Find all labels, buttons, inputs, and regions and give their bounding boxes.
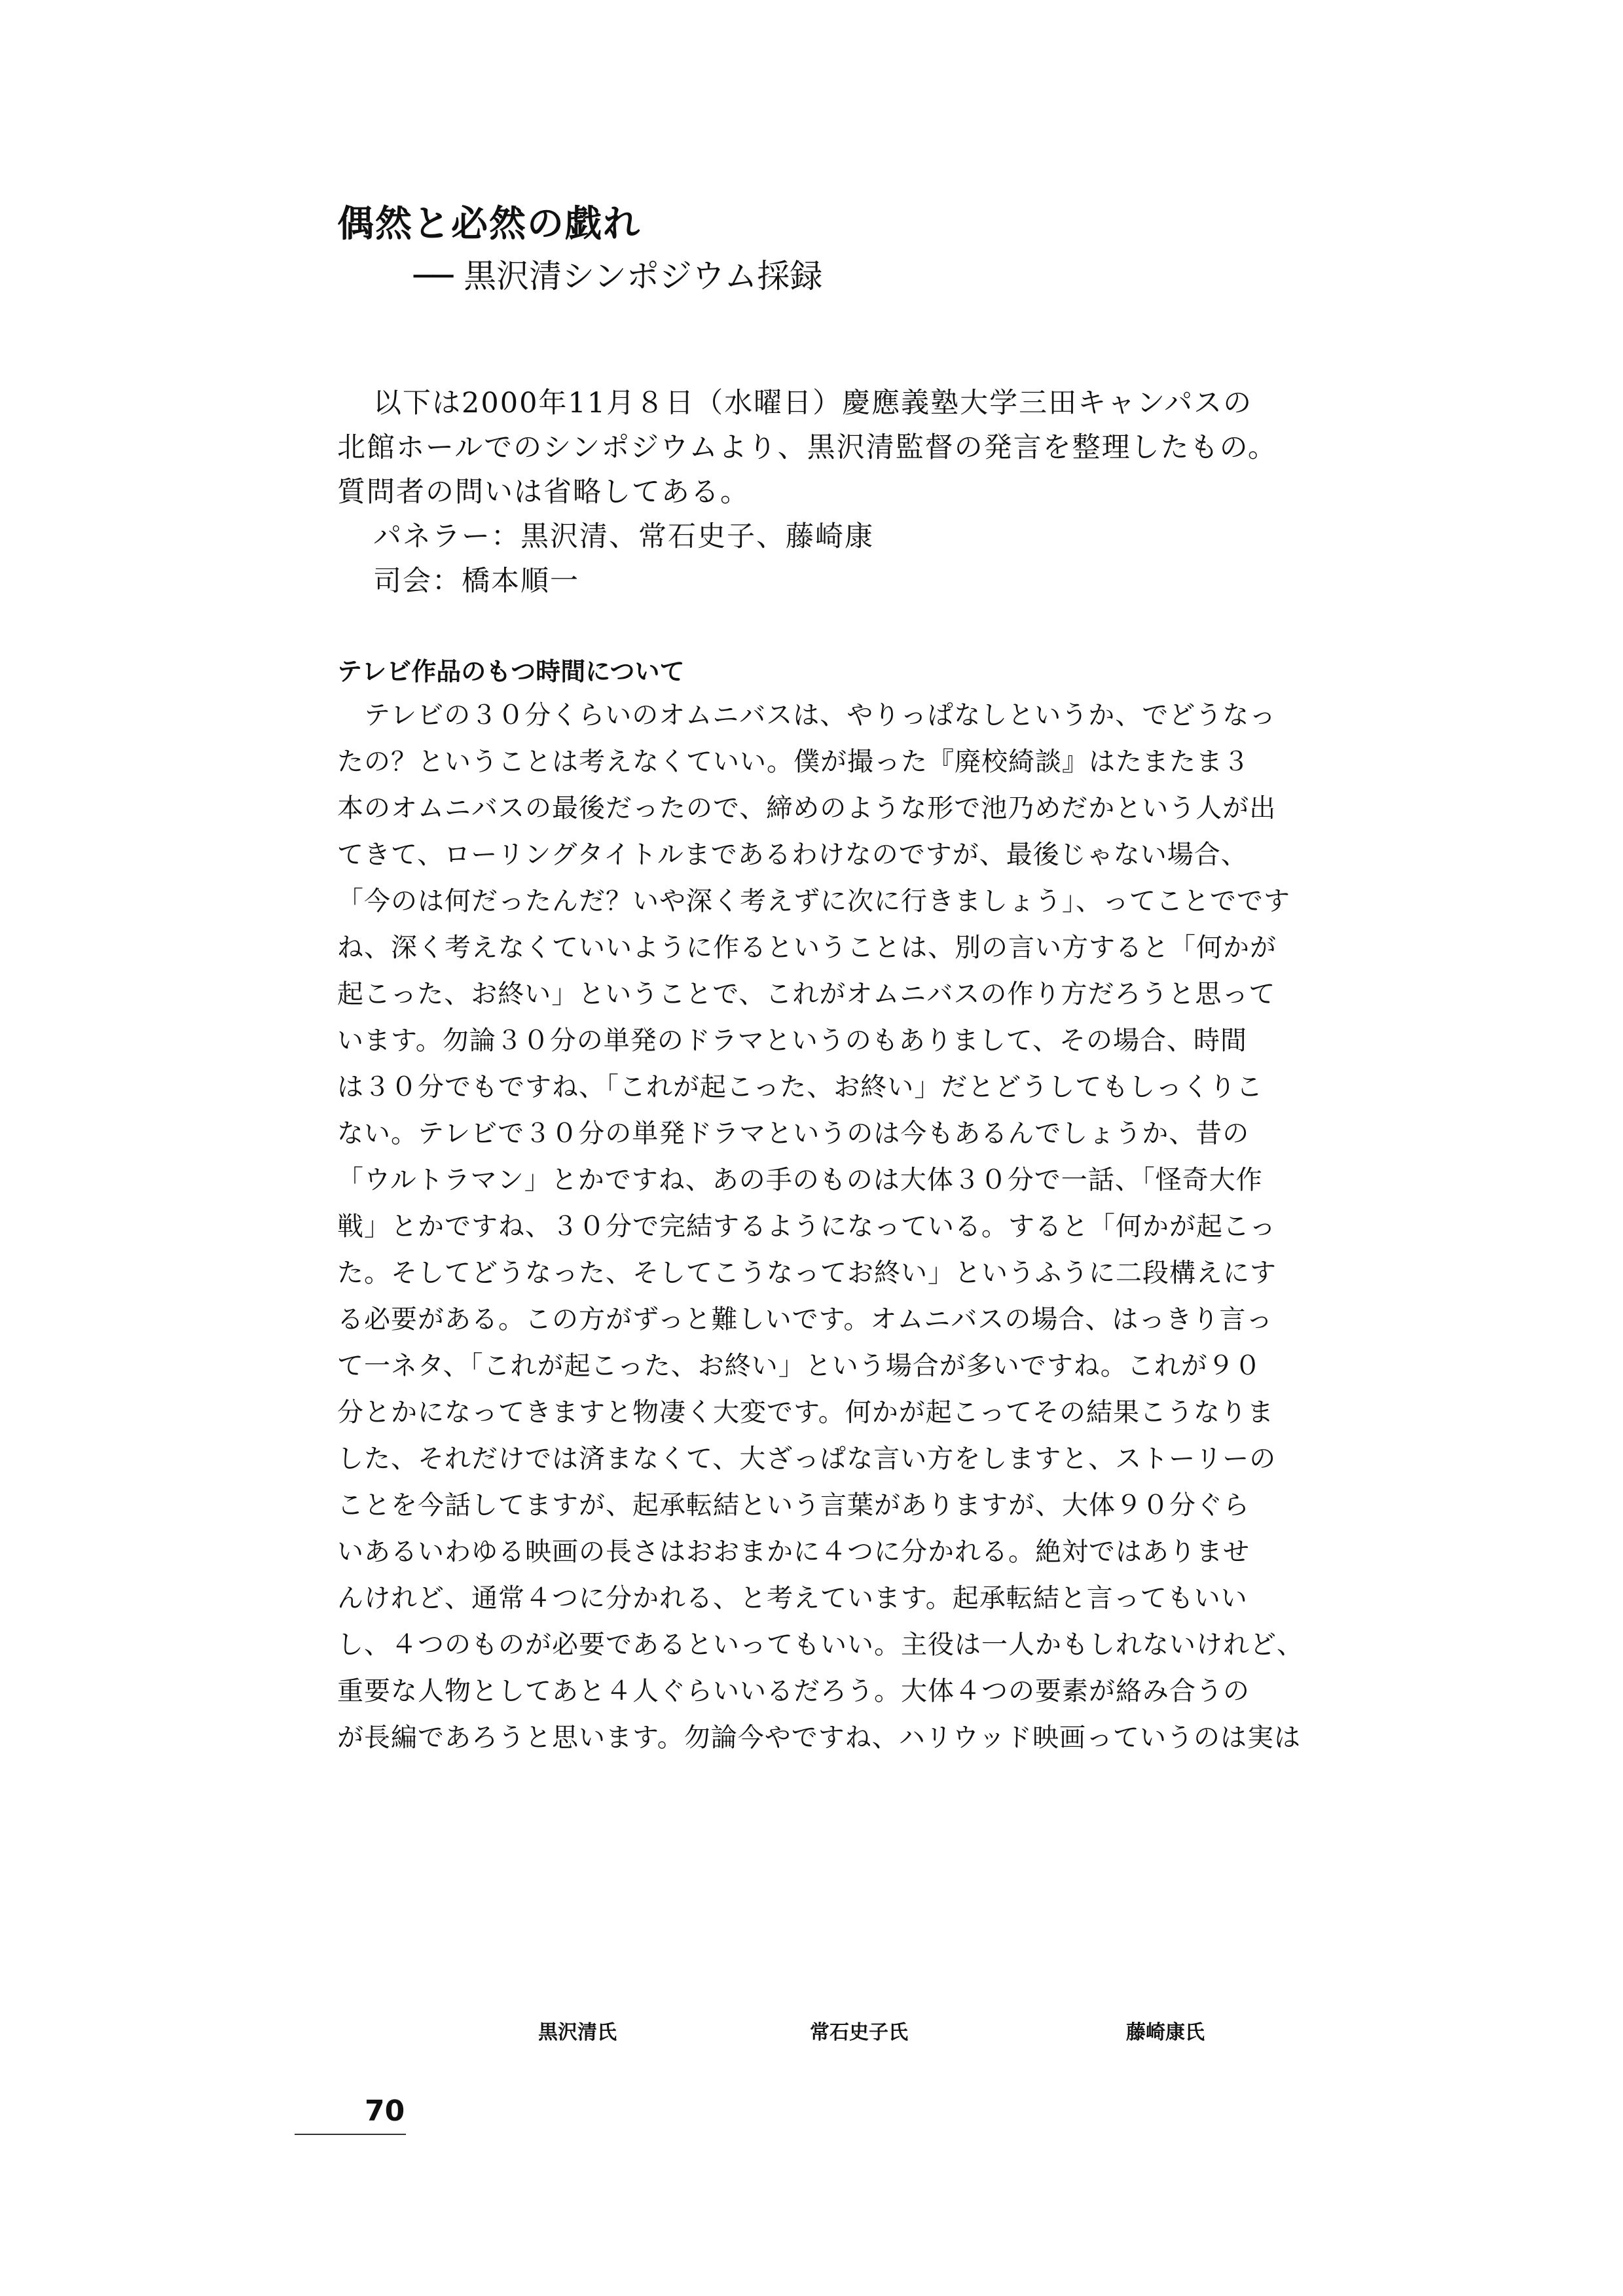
panelists-line: パネラー：黒沢清、常石史子、藤崎康	[373, 520, 874, 553]
body-line: 「ウルトラマン」とかですね、あの手のものは大体３０分で一話、「怪奇大作	[337, 1165, 1263, 1195]
body-line: んけれど、通常４つに分かれる、と考えています。起承転結と言ってもいい	[337, 1583, 1248, 1613]
page-number: 70	[365, 2094, 405, 2128]
body-line: 重要な人物としてあと４人ぐらいいるだろう。大体４つの要素が絡み合うの	[337, 1676, 1250, 1706]
intro-line: 質問者の問いは省略してある。	[337, 476, 750, 509]
intro-block	[337, 381, 1280, 603]
intro-line: 北館ホールでのシンポジウムより、黒沢清監督の発言を整理したもの。	[337, 431, 1277, 464]
article-subtitle: ── 黒沢清シンポジウム採録	[414, 257, 823, 295]
page-number-rule	[295, 2134, 406, 2135]
body-line: ことを今話してますが、起承転結という言葉がありますが、大体９０分ぐら	[337, 1490, 1250, 1520]
body-line: 「今のは何だったんだ？いや深く考えずに次に行きましょう」、ってことでです	[337, 886, 1290, 916]
body-line: が長編であろうと思います。勿論今やですね、ハリウッド映画っていうのは実は	[337, 1723, 1301, 1753]
body-line: 分とかになってきますと物凄く大変です。何かが起こってその結果こうなりま	[337, 1397, 1274, 1427]
body-line: テレビの３０分くらいのオムニバスは、やりっぱなしというか、でどうなっ	[337, 700, 1277, 730]
body-line: てきて、ローリングタイトルまであるわけなのですが、最後じゃない場合、	[337, 840, 1248, 870]
body-line: います。勿論３０分の単発のドラマというのもありまして、その場合、時間	[337, 1026, 1247, 1056]
body-line: 本のオムニバスの最後だったので、締めのような形で池乃めだかという人が出	[337, 793, 1277, 823]
article-title: 偶然と必然の戯れ	[337, 203, 641, 245]
body-line: いあるいわゆる映画の長さはおおまかに４つに分かれる。絶対ではありませ	[337, 1537, 1250, 1567]
section-body	[337, 692, 1304, 1761]
body-line: 戦」とかですね、３０分で完結するようになっている。すると「何かが起こっ	[337, 1211, 1277, 1242]
body-line: 起こった、お終い」ということで、これがオムニバスの作り方だろうと思って	[337, 979, 1276, 1009]
body-line: した、それだけでは済まなくて、大ざっぱな言い方をしますと、ストーリーの	[337, 1444, 1277, 1474]
body-line: し、４つのものが必要であるといってもいい。主役は一人かもしれないけれど、	[337, 1630, 1304, 1660]
moderator-line: 司会：橋本順一	[373, 565, 579, 598]
body-line: ね、深く考えなくていいように作るということは、別の言い方すると「何かが	[337, 933, 1277, 963]
body-line: た。そしてどうなった、そしてこうなってお終い」というふうに二段構えにす	[337, 1258, 1277, 1288]
body-line: て一ネタ、「これが起こった、お終い」という場合が多いですね。これが９０	[337, 1351, 1262, 1381]
body-line: る必要がある。この方がずっと難しいです。オムニバスの場合、はっきり言っ	[337, 1304, 1273, 1335]
body-line: たの？ということは考えなくていい。僕が撮った『廃校綺談』はたまたま３	[337, 747, 1250, 777]
photo-caption-fujisaki: 藤崎康氏	[1126, 2021, 1205, 2044]
body-line: は３０分でもですね、「これが起こった、お終い」だとどうしてもしっくりこ	[337, 1072, 1264, 1102]
section-heading: テレビ作品のもつ時間について	[337, 657, 685, 686]
photo-caption-tsuneishi: 常石史子氏	[810, 2021, 908, 2044]
body-line: ない。テレビで３０分の単発ドラマというのは今もあるんでしょうか、昔の	[337, 1119, 1250, 1149]
photo-caption-kurosawa: 黒沢清氏	[538, 2021, 617, 2044]
intro-line: 以下は2000年11月８日（水曜日）慶應義塾大学三田キャンパスの	[373, 387, 1253, 420]
